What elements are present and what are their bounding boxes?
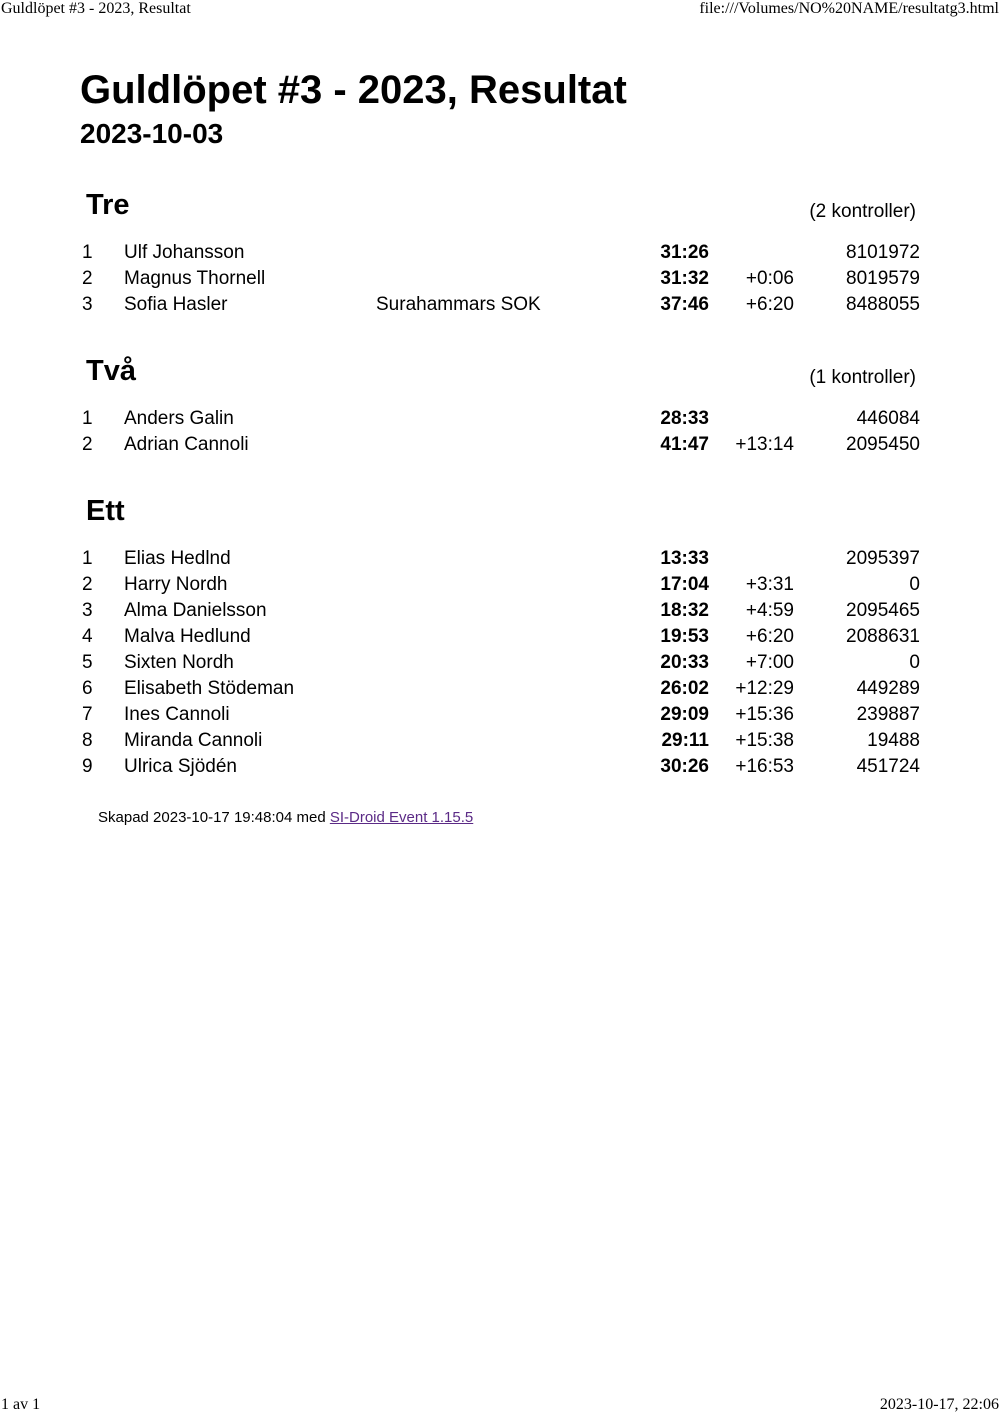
- si-card: 0: [909, 652, 920, 673]
- place: 1: [82, 548, 93, 569]
- runner-name: Magnus Thornell: [124, 268, 266, 289]
- class-section-ett: [80, 494, 922, 780]
- time: 13:33: [660, 548, 709, 569]
- controls-count: (2 kontroller): [809, 201, 916, 222]
- page-number: 1 av 1: [1, 1396, 41, 1413]
- runner-name: Malva Hedlund: [124, 626, 251, 647]
- si-card: 0: [909, 574, 920, 595]
- result-row: [80, 598, 922, 624]
- place: 4: [82, 626, 93, 647]
- class-section-tva: [80, 354, 922, 458]
- place: 2: [82, 268, 93, 289]
- class-header: [80, 494, 922, 546]
- print-footer: [0, 1396, 1000, 1416]
- time: 17:04: [660, 574, 709, 595]
- si-card: 446084: [856, 408, 920, 429]
- si-card: 2088631: [846, 626, 920, 647]
- time-behind: +13:14: [735, 434, 794, 455]
- time-behind: +12:29: [735, 678, 794, 699]
- time-behind: +3:31: [745, 574, 794, 595]
- place: 8: [82, 730, 93, 751]
- time-behind: +7:00: [745, 652, 794, 673]
- runner-name: Miranda Cannoli: [124, 730, 263, 751]
- print-header-url: file:///Volumes/NO%20NAME/resultatg3.html: [699, 0, 999, 17]
- si-card: 239887: [856, 704, 920, 725]
- result-row: [80, 546, 922, 572]
- time: 20:33: [660, 652, 709, 673]
- time: 37:46: [660, 294, 709, 315]
- si-card: 8019579: [846, 268, 920, 289]
- time-behind: +16:53: [735, 756, 794, 777]
- time: 30:26: [660, 756, 709, 777]
- runner-name: Ines Cannoli: [124, 704, 230, 725]
- result-row: [80, 406, 922, 432]
- time: 26:02: [660, 678, 709, 699]
- runner-name: Elisabeth Stödeman: [124, 678, 295, 699]
- event-date: 2023-10-03: [80, 118, 224, 149]
- si-card: 2095450: [846, 434, 920, 455]
- result-row: [80, 432, 922, 458]
- place: 9: [82, 756, 93, 777]
- created-note: [98, 808, 473, 828]
- page-title: Guldlöpet #3 - 2023, Resultat: [80, 68, 627, 112]
- time-behind: +15:36: [735, 704, 794, 725]
- result-row: [80, 650, 922, 676]
- time-behind: +6:20: [745, 626, 794, 647]
- result-row: [80, 624, 922, 650]
- time: 41:47: [660, 434, 709, 455]
- time-behind: +0:06: [745, 268, 794, 289]
- place: 3: [82, 294, 93, 315]
- class-header: [80, 354, 922, 406]
- result-row: [80, 240, 922, 266]
- print-header: [0, 0, 1000, 22]
- runner-name: Ulrica Sjödén: [124, 756, 237, 777]
- class-name: Två: [86, 355, 136, 387]
- result-row: [80, 702, 922, 728]
- time-behind: +15:38: [735, 730, 794, 751]
- si-card: 451724: [856, 756, 920, 777]
- time: 18:32: [660, 600, 709, 621]
- result-row: [80, 292, 922, 318]
- place: 5: [82, 652, 93, 673]
- si-card: 2095465: [846, 600, 920, 621]
- class-name: Tre: [86, 189, 130, 221]
- time-behind: +4:59: [745, 600, 794, 621]
- time: 31:32: [660, 268, 709, 289]
- created-text: Skapad 2023-10-17 19:48:04 med: [98, 809, 330, 826]
- class-section-tre: [80, 188, 922, 318]
- runner-name: Sixten Nordh: [124, 652, 234, 673]
- print-timestamp: 2023-10-17, 22:06: [879, 1396, 999, 1413]
- si-card: 8488055: [846, 294, 920, 315]
- si-card: 449289: [856, 678, 920, 699]
- runner-name: Ulf Johansson: [124, 242, 245, 263]
- print-header-title: Guldlöpet #3 - 2023, Resultat: [1, 0, 191, 17]
- si-droid-link[interactable]: SI-Droid Event 1.15.5: [329, 809, 474, 826]
- result-row: [80, 728, 922, 754]
- runner-name: Harry Nordh: [124, 574, 228, 595]
- time: 29:09: [660, 704, 709, 725]
- time: 28:33: [660, 408, 709, 429]
- runner-name: Alma Danielsson: [124, 600, 267, 621]
- runner-name: Adrian Cannoli: [124, 434, 249, 455]
- si-card: 8101972: [846, 242, 920, 263]
- runner-name: Elias Hedlnd: [124, 548, 231, 569]
- si-card: 19488: [867, 730, 920, 751]
- result-row: [80, 676, 922, 702]
- place: 2: [82, 434, 93, 455]
- class-name: Ett: [86, 495, 125, 527]
- result-row: [80, 266, 922, 292]
- place: 2: [82, 574, 93, 595]
- si-card: 2095397: [846, 548, 920, 569]
- result-row: [80, 572, 922, 598]
- class-header: [80, 188, 922, 240]
- time: 31:26: [660, 242, 709, 263]
- time: 19:53: [660, 626, 709, 647]
- place: 6: [82, 678, 93, 699]
- time: 29:11: [661, 730, 709, 751]
- controls-count: (1 kontroller): [809, 367, 916, 388]
- club: Surahammars SOK: [376, 294, 541, 315]
- runner-name: Anders Galin: [124, 408, 234, 429]
- runner-name: Sofia Hasler: [124, 294, 228, 315]
- time-behind: +6:20: [745, 294, 794, 315]
- result-row: [80, 754, 922, 780]
- place: 3: [82, 600, 93, 621]
- place: 1: [82, 242, 93, 263]
- place: 1: [82, 408, 93, 429]
- place: 7: [82, 704, 93, 725]
